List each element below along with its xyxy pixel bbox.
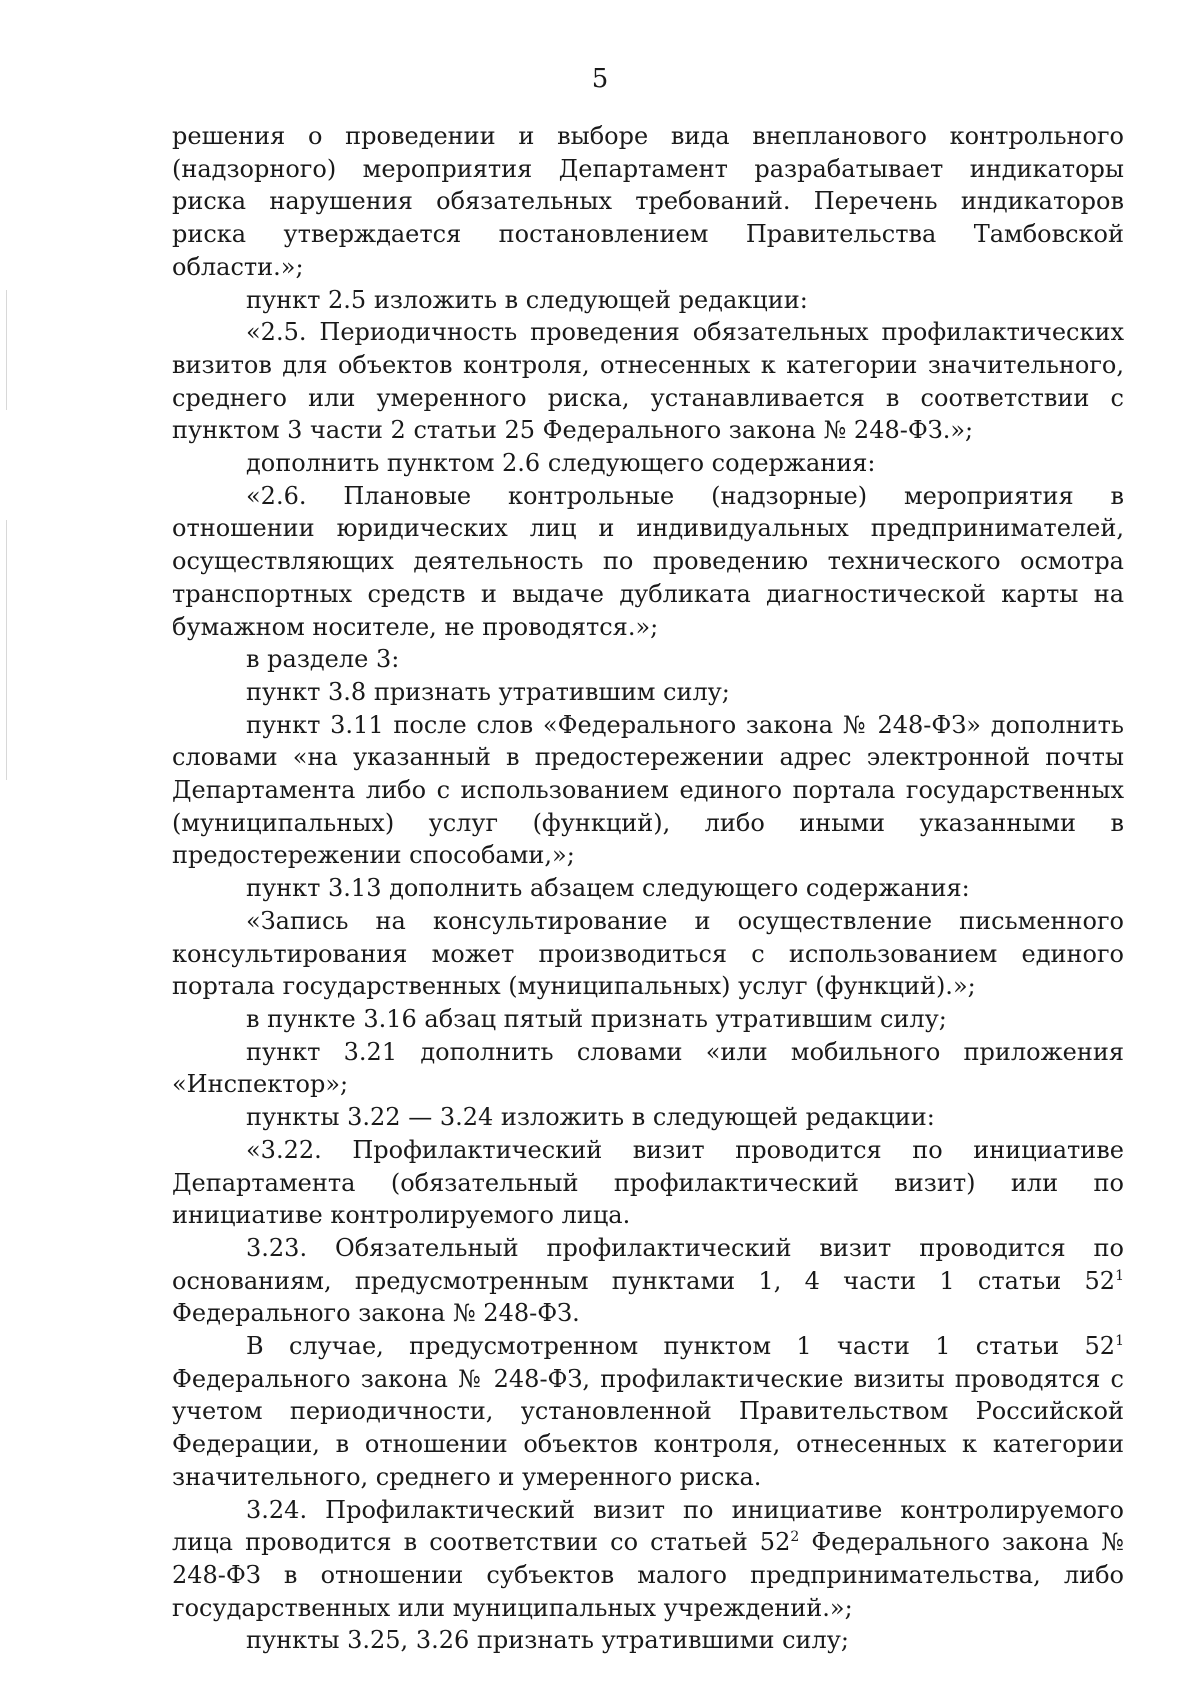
paragraph: в разделе 3: <box>246 645 400 674</box>
paragraph: решения о проведении и выборе вида внепланового контрольного (надзорного) мероприятия Департамент разрабатывает индикаторы риска нарушения обязательных требований. Перечень индикаторов риска утверждается постановлением Правительства Тамбовской области.»; <box>172 122 1124 281</box>
superscript: 2 <box>790 1529 800 1546</box>
paragraph: «2.5. Периодичность проведения обязательных профилактических визитов для объектов контроля, отнесенных к категории значительного, среднего или умеренного риска, устанавливается в соответствии с пунктом 3 части 2 статьи 25 Федерального закона № 248-ФЗ.»; <box>172 318 1124 445</box>
paragraph: пункт 3.13 дополнить абзацем следующего содержания: <box>246 874 970 903</box>
superscript: 1 <box>1115 1333 1124 1350</box>
paragraph: пункт 3.8 признать утратившим силу; <box>246 677 730 706</box>
text-segment: 3.24. Профилактический визит по инициативе контролируемого лица проводится в соответствии со статьей 52 <box>172 1495 1124 1557</box>
paragraph-3-23 <box>172 1232 1124 1330</box>
paragraph: «Запись на консультирование и осуществление письменного консультирования может производиться с использованием единого портала государственных (муниципальных) услуг (функций).»; <box>172 906 1124 1001</box>
paragraph: в пункте 3.16 абзац пятый признать утратившим силу; <box>246 1004 947 1033</box>
document-body <box>172 120 1124 1657</box>
paragraph: пункт 3.11 после слов «Федерального закона № 248-ФЗ» дополнить словами «на указанный в предостережении адрес электронной почты Департамента либо с использованием единого портала государственных (муниципальных) услуг (функций), либо иными указанными в предостережении способами,»; <box>172 710 1124 870</box>
paragraph: «3.22. Профилактический визит проводится по инициативе Департамента (обязательный профилактический визит) или по инициативе контролируемого лица. <box>172 1135 1124 1230</box>
paragraph: пункт 2.5 изложить в следующей редакции: <box>246 285 808 314</box>
scan-edge-mark <box>6 290 7 410</box>
paragraph: «2.6. Плановые контрольные (надзорные) мероприятия в отношении юридических лиц и индивидуальных предпринимателей, осуществляющих деятельность по проведению технического осмотра транспортных средств и выдаче дубликата диагностической карты на бумажном носителе, не проводятся.»; <box>172 481 1124 641</box>
text-segment: Федерального закона № 248-ФЗ, профилактические визиты проводятся с учетом периодичности, установленной Правительством Российской Федерации, в отношении объектов контроля, отнесенных к категории значительного, среднего и умеренного риска. <box>172 1364 1124 1491</box>
text-segment: В случае, предусмотренном пунктом 1 части 1 статьи 52 <box>246 1332 1116 1361</box>
paragraph-3-24 <box>172 1494 1124 1625</box>
scan-edge-mark <box>6 520 7 780</box>
page-number: 5 <box>591 64 609 94</box>
text-segment: Федерального закона № 248-ФЗ в отношении субъектов малого предпринимательства, либо государственных или муниципальных учреждений.»; <box>172 1528 1124 1622</box>
paragraph-3-23-case <box>172 1330 1124 1494</box>
paragraph: пункты 3.22 — 3.24 изложить в следующей редакции: <box>246 1103 935 1132</box>
superscript: 1 <box>1115 1267 1124 1284</box>
paragraph: пункты 3.25, 3.26 признать утратившими силу; <box>246 1626 849 1655</box>
text-segment: 3.23. Обязательный профилактический визит проводится по основаниям, предусмотренным пунктами 1, 4 части 1 статьи 52 <box>172 1233 1124 1295</box>
text-segment: Федерального закона № 248-ФЗ. <box>172 1299 580 1328</box>
paragraph: дополнить пунктом 2.6 следующего содержания: <box>246 449 876 478</box>
paragraph: пункт 3.21 дополнить словами «или мобильного приложения «Инспектор»; <box>172 1037 1124 1099</box>
